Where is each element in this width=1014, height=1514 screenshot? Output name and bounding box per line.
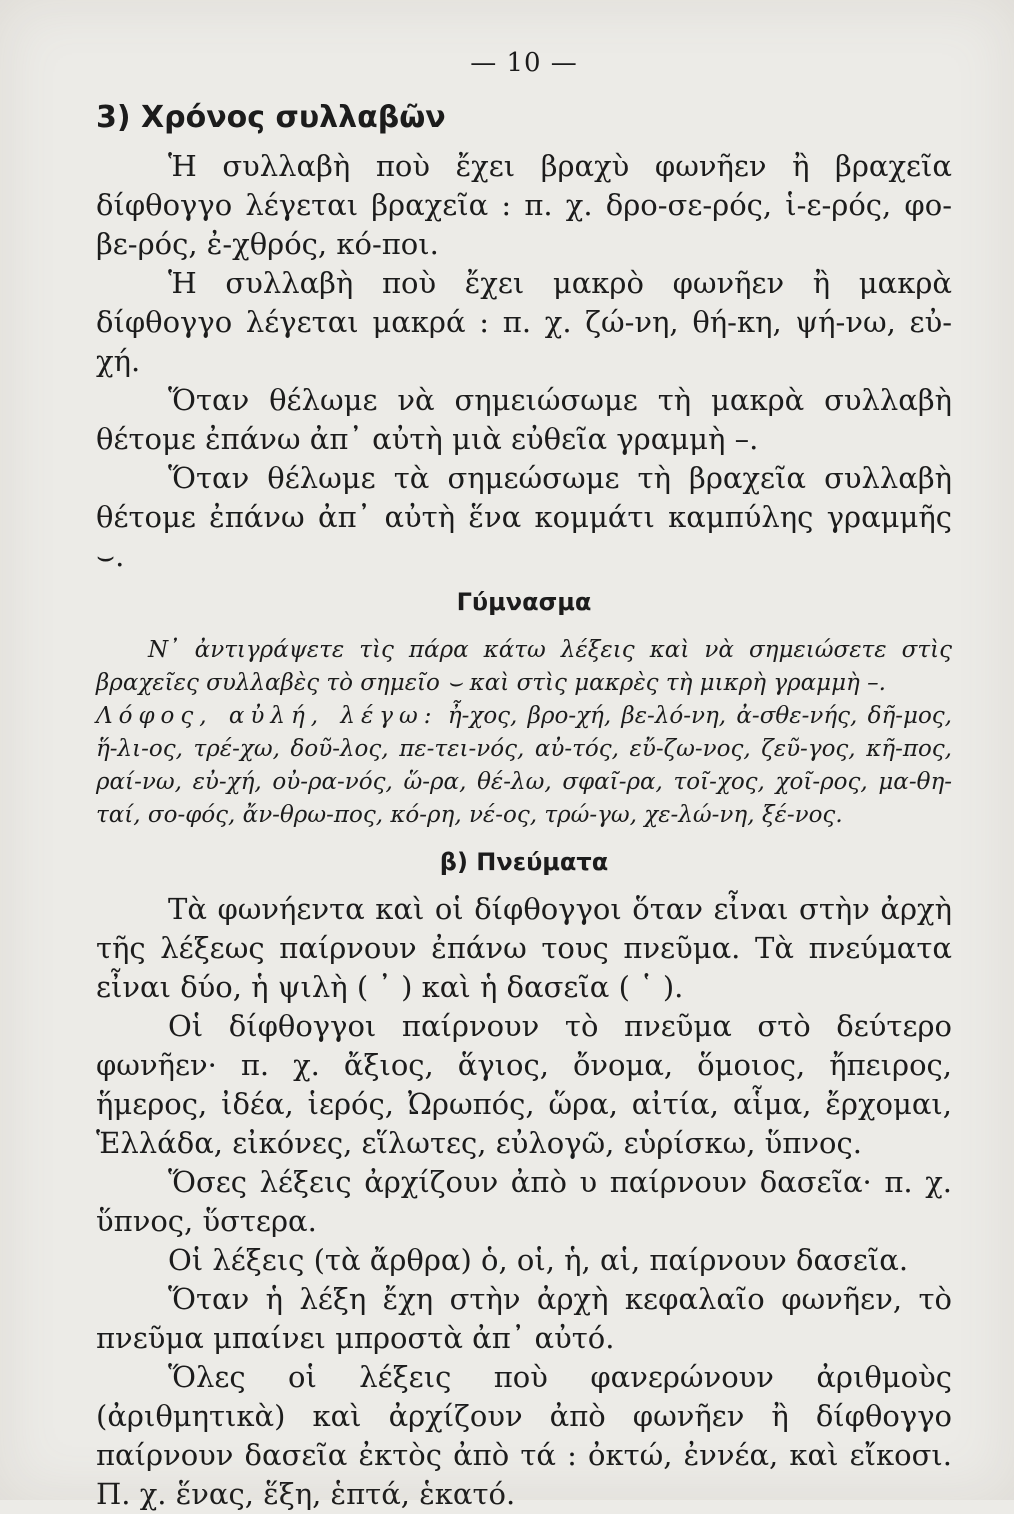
paragraph-numerals: Ὅλες οἱ λέξεις ποὺ φανερώνουν ἀριθμοὺς (ἀριθμητικὰ) καὶ ἀρχίζουν ἀπὸ φωνῆεν ἢ δίφθογγο παίρνουν δασεῖα ἐκτὸς ἀπὸ τά : ὀκτώ, ἐννέα, καὶ εἴκοσι. Π. χ. ἕνας, ἕξη, ἑπτά, ἑκατό. — [96, 1360, 952, 1511]
exercise-words: ἦ-χος, βρο-χή, βε-λό-νη, ἀ-σθε-νής, δῆ-μος, ἥ-λι-ος, τρέ-χω, δοῦ-λος, πε-τει-νός, αὐ-τός, εὔ-ζω-νος, ζεῦ-γος, κῆ-πος, ραί-νω, εὐ-χή, οὐ-ρα-νός, ὥ-ρα, θέ-λω, σφαῖ-ρα, τοῖ-χος, χοῖ-ρος, μα-θη-ταί, σο-φός, ἄν-θρω-πος, κό-ρη, νέ-ος, τρώ-γω, χε-λώ-νη, ξέ-νος. — [96, 703, 952, 828]
exercise-heading: Γύμνασμα — [456, 588, 592, 616]
paragraph-long-syllable: Ἡ συλλαβὴ ποὺ ἔχει μακρὸ φωνῆεν ἢ μακρὰ δίφθογγο λέγεται μακρά : π. χ. ζώ-νη, θή-κη, ψή-νω, εὐ-χή. — [96, 266, 952, 378]
paragraph-capital: Ὅταν ἡ λέξη ἔχη στὴν ἀρχὴ κεφαλαῖο φωνῆεν, τὸ πνεῦμα μπαίνει μπροστὰ ἀπ᾿ αὐτό. — [96, 1282, 952, 1355]
exercise-instruction: Ν᾿ ἀντιγράψετε τὶς πάρα κάτω λέξεις καὶ νὰ σημειώσετε στὶς βραχεῖες συλλαβὲς τὸ σημεῖο ⌣ καὶ στὶς μακρὲς τὴ μικρὴ γραμμὴ –. — [96, 637, 952, 696]
exercise-examples: Λόφος, αὐλή, λέγω: — [96, 703, 438, 729]
page-number: — 10 — — [470, 48, 578, 78]
subsection-title: β) Πνεύματα — [439, 848, 609, 876]
exercise-word-list — [96, 700, 952, 832]
paragraph-upsilon: Ὅσες λέξεις ἀρχίζουν ἀπὸ υ παίρνουν δασεῖα· π. χ. ὕπνος, ὕστερα. — [96, 1165, 952, 1238]
paragraph-short-syllable: Ἡ συλλαβὴ ποὺ ἔχει βραχὺ φωνῆεν ἢ βραχεῖα δίφθογγο λέγεται βραχεῖα : π. χ. δρο-σε-ρός, ἱ-ε-ρός, φο-βε-ρός, ἐ-χθρός, κό-ποι. — [96, 149, 952, 261]
paragraph-short-mark: Ὅταν θέλωμε τὰ σημεώσωμε τὴ βραχεῖα συλλαβὴ θέτομε ἐπάνω ἀπ᾿ αὐτὴ ἕνα κομμάτι καμπύλης γραμμῆς ⌣. — [96, 461, 952, 573]
paragraph-long-mark: Ὅταν θέλωμε νὰ σημειώσωμε τὴ μακρὰ συλλαβὴ θέτομε ἐπάνω ἀπ᾿ αὐτὴ μιὰ εὐθεῖα γραμμὴ –. — [96, 383, 952, 456]
section-title: 3) Χρόνος συλλαβῶν — [96, 100, 446, 135]
paragraph-breathings-intro: Τὰ φωνήεντα καὶ οἱ δίφθογγοι ὅταν εἶναι στὴν ἀρχὴ τῆς λέξεως παίρνουν ἐπάνω τους πνεῦμα. Τὰ πνεύματα εἶναι δύο, ἡ ψιλὴ ( ᾿ ) καὶ ἡ δασεῖα ( ῾ ). — [96, 892, 952, 1004]
paragraph-articles: Οἱ λέξεις (τὰ ἄρθρα) ὁ, οἱ, ἡ, αἱ, παίρνουν δασεῖα. — [168, 1243, 909, 1277]
paragraph-diphthongs: Οἱ δίφθογγοι παίρνουν τὸ πνεῦμα στὸ δεύτερο φωνῆεν· π. χ. ἄξιος, ἅγιος, ὄνομα, ὅμοιος, ἤπειρος, ἥμερος, ἰδέα, ἱερός, Ὠρωπός, ὥρα, αἰτία, αἷμα, ἔρχομαι, Ἑλλάδα, εἰκόνες, εἵλωτες, εὐλογῶ, εὑρίσκω, ὕπνος. — [96, 1009, 952, 1160]
